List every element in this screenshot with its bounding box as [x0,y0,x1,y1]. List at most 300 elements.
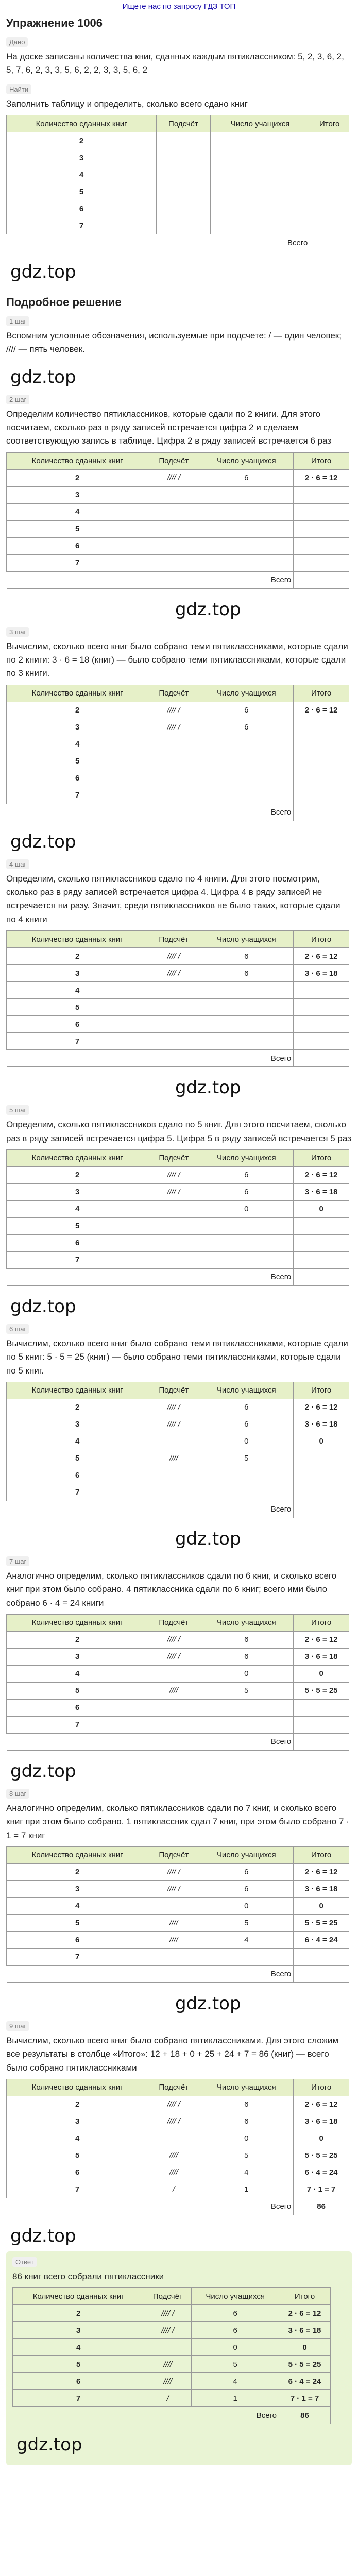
table-cell: 4 [7,1665,148,1682]
table-header: Подсчёт [157,115,211,132]
total-label: Всего [7,571,294,588]
table-row [7,1948,349,1965]
table-cell: 2 · 6 = 12 [294,948,349,965]
tally-table [6,1382,349,1518]
table-row [7,787,349,804]
table-row [13,2322,331,2339]
table-cell: 3 · 6 = 18 [294,1880,349,1897]
total-value [294,1050,349,1067]
table-cell [294,736,349,753]
table-cell [294,1251,349,1268]
watermark: gdz.top [10,1760,76,1782]
total-label: Всего [7,234,310,251]
table-header: Количество сданных книг [13,2288,144,2305]
table-cell [294,1217,349,1234]
table-cell: 3 · 6 = 18 [294,1648,349,1665]
table-row [7,982,349,999]
table-cell: 2 [7,2096,148,2113]
step-text: Вычислим, сколько всего книг было собрано теми пятиклассниками, которые сдали по 5 книг: 5 · 5 = 25 (книг) — было собрано теми пятиклассниками, которые сдали по 5 книг. [6,1338,348,1376]
table-cell: 3 [7,486,148,503]
step-label: 2 шаг [6,395,29,404]
table-cell: 5 [7,183,157,200]
table-row [7,719,349,736]
table-header: Итого [294,1149,349,1166]
table-cell [294,982,349,999]
step-label: 4 шаг [6,859,29,869]
table-cell: 2 [7,1399,148,1416]
table-cell [210,149,310,166]
table-block [0,115,358,251]
table-cell [199,982,294,999]
table-cell: 4 [192,2373,279,2390]
table-cell: 7 [7,787,148,804]
table-cell: //// / [148,702,199,719]
watermark: gdz.top [10,2225,76,2246]
answer-label: Ответ [12,2257,37,2267]
table-header: Число учащихся [199,1149,294,1166]
table-row [7,1665,349,1682]
table-cell: //// / [148,1880,199,1897]
table-cell: 5 · 5 = 25 [279,2356,331,2373]
table-cell [148,999,199,1016]
table-cell: 5 [7,1217,148,1234]
total-value [310,234,349,251]
table-row [7,1234,349,1251]
table-cell: 2 [7,1863,148,1880]
table-header: Количество сданных книг [7,1614,148,1631]
table-cell: 0 [199,1433,294,1450]
table-cell: //// [148,1931,199,1948]
table-cell: 6 [7,1931,148,1948]
table-row [13,2390,331,2407]
table-row [7,753,349,770]
table-cell [210,166,310,183]
table-cell [199,520,294,537]
table-row [7,2130,349,2147]
table-cell [199,554,294,571]
total-value: 86 [294,2198,349,2215]
table-row [7,2164,349,2181]
table-cell [210,217,310,234]
table-row [7,1450,349,1467]
table-cell: 6 [199,1416,294,1433]
table-cell: 1 [199,2181,294,2198]
table-row [7,1416,349,1433]
table-cell [199,999,294,1016]
table-cell [294,1484,349,1501]
table-cell: 5 [192,2356,279,2373]
table-row [7,2113,349,2130]
table-cell [148,503,199,520]
total-value [294,1501,349,1518]
table-cell: 2 · 6 = 12 [294,1631,349,1648]
table-block [0,1614,358,1751]
step-label: 7 шаг [6,1556,29,1566]
table-cell [294,1467,349,1484]
table-row [13,2339,331,2356]
step-text: Определим, сколько пятиклассников сдало по 4 книги. Для этого посмотрим, сколько раз в ряду записей встречается цифра 4. Цифра 4 в ряду записей не встречается ни разу. Значит, среди пятиклассников не было таких, которые сдали по 4 книги [6,873,340,924]
total-label: Всего [7,804,294,821]
table-cell: //// [144,2373,192,2390]
table-cell [148,520,199,537]
table-cell: //// [148,1682,199,1699]
table-row [7,554,349,571]
table-cell: 5 [13,2356,144,2373]
table-cell: 2 [7,702,148,719]
table-cell: 5 [7,999,148,1016]
table-cell: 6 [199,719,294,736]
table-cell [310,200,349,217]
table-cell: 2 [7,469,148,486]
table-cell [310,217,349,234]
table-header: Итого [294,1846,349,1863]
table-header: Подсчёт [148,1846,199,1863]
table-cell: 6 [199,1648,294,1665]
table-cell [310,149,349,166]
table-block [0,685,358,821]
table-cell: 3 [7,965,148,982]
table-cell: 3 [7,1648,148,1665]
total-value [294,804,349,821]
table-header: Число учащихся [199,452,294,469]
table-cell: 4 [7,1897,148,1914]
table-cell: 7 [7,217,157,234]
table-cell: 0 [294,1897,349,1914]
table-row [7,1251,349,1268]
table-cell [148,753,199,770]
table-row [7,1716,349,1733]
table-cell [148,1016,199,1033]
table-cell [199,1467,294,1484]
table-cell: 5 · 5 = 25 [294,1914,349,1931]
table-row [7,1016,349,1033]
table-cell [199,1251,294,1268]
table-cell: 4 [7,736,148,753]
table-cell: 5 [199,1682,294,1699]
table-cell [148,486,199,503]
table-cell: 3 · 6 = 18 [294,2113,349,2130]
table-block [0,930,358,1067]
table-row [7,1033,349,1050]
table-cell [294,1234,349,1251]
tally-table [6,2079,349,2215]
step-text: Определим количество пятиклассников, которые сдали по 2 книги. Для этого посчитаем, сколько раз в ряду записей встречается цифра 2 и сделаем соответствующую запись в таблице. Цифра 2 в ряду записей встречается 6 раз [6,409,332,446]
table-cell [310,132,349,149]
table-cell: //// / [148,1166,199,1183]
table-block [6,2287,352,2424]
table-cell: 3 [7,149,157,166]
table-cell: 6 [199,965,294,982]
table-header: Подсчёт [148,931,199,948]
table-header: Итого [294,685,349,702]
table-cell [294,554,349,571]
step-label: 5 шаг [6,1105,29,1115]
table-cell: 2 [7,1631,148,1648]
watermark: gdz.top [10,366,76,387]
top-link[interactable]: Ищете нас по запросу ГДЗ ТОП [122,2,236,11]
table-header: Подсчёт [148,2079,199,2096]
table-cell: //// [148,2164,199,2181]
table-cell: 2 · 6 = 12 [294,469,349,486]
table-cell [148,554,199,571]
table-cell [199,1234,294,1251]
step-text: Вычислим, сколько всего книг было собрано пятиклассниками. Для этого сложим все результаты в столбце «Итого»: 12 + 18 + 0 + 25 + 24 + 7 = 86 (книг) — всего было собрано пятиклассниками [6,2035,339,2073]
table-cell: //// / [144,2322,192,2339]
table-header: Количество сданных книг [7,1846,148,1863]
table-cell [310,166,349,183]
table-cell: //// [144,2356,192,2373]
watermark: gdz.top [16,2434,82,2455]
table-row [7,149,349,166]
watermark: gdz.top [175,1528,241,1549]
total-label: Всего [7,1268,294,1285]
table-row [7,770,349,787]
table-cell: 6 [199,948,294,965]
tally-table [12,2287,331,2424]
table-cell: 0 [294,2130,349,2147]
table-cell: 7 · 1 = 7 [279,2390,331,2407]
watermark: gdz.top [175,1993,241,2014]
table-row [7,1217,349,1234]
table-cell: //// / [148,2096,199,2113]
table-cell: 0 [294,1665,349,1682]
table-cell [199,1217,294,1234]
step-label: 1 шаг [6,316,29,326]
table-cell [294,1033,349,1050]
table-cell [294,770,349,787]
table-cell [148,1033,199,1050]
table-cell: 7 [7,2181,148,2198]
table-cell [148,1699,199,1716]
table-row [7,1183,349,1200]
table-cell: //// / [148,1631,199,1648]
total-value [294,1268,349,1285]
table-cell: //// / [148,1648,199,1665]
table-row [7,1880,349,1897]
table-cell: //// / [148,1183,199,1200]
table-cell: 2 [7,948,148,965]
step-label: 8 шаг [6,1789,29,1799]
table-row [7,999,349,1016]
table-cell [199,1699,294,1716]
table-cell: //// [148,1914,199,1931]
table-cell: 6 · 4 = 24 [294,1931,349,1948]
table-cell: //// / [148,1863,199,1880]
table-cell: 7 [7,1033,148,1050]
table-cell: 3 · 6 = 18 [294,1416,349,1433]
table-cell: 3 [13,2322,144,2339]
table-header: Подсчёт [148,1149,199,1166]
table-cell [148,1217,199,1234]
table-header: Подсчёт [148,1382,199,1399]
table-cell: 3 [7,1183,148,1200]
table-cell [199,1484,294,1501]
table-cell: 6 [199,1880,294,1897]
table-row [7,183,349,200]
table-cell: 2 · 6 = 12 [294,1863,349,1880]
table-cell [294,486,349,503]
watermark: gdz.top [10,1296,76,1317]
table-cell [148,1200,199,1217]
table-cell: 6 · 4 = 24 [294,2164,349,2181]
watermark: gdz.top [10,831,76,852]
table-row [13,2305,331,2322]
table-row [7,1631,349,1648]
table-cell [199,753,294,770]
table-cell: 4 [13,2339,144,2356]
given-text: На доске записаны количества книг, сданных каждым пятиклассником: 5, 2, 3, 6, 2, 5, 7, 6, 2, 3, 3, 5, 6, 2, 2, 3, 3, 5, 6, 2 [6,52,344,75]
table-cell: 7 [7,1716,148,1733]
table-cell: 6 [7,200,157,217]
table-header: Итого [294,452,349,469]
table-cell: 4 [7,503,148,520]
table-cell: 5 [7,1914,148,1931]
table-cell: 2 [13,2305,144,2322]
table-block [0,1382,358,1518]
table-cell [294,520,349,537]
table-row [7,948,349,965]
table-header: Итого [294,2079,349,2096]
table-header: Количество сданных книг [7,452,148,469]
table-cell: 4 [7,982,148,999]
table-cell: 6 [13,2373,144,2390]
total-value: 86 [279,2407,331,2424]
detailed-heading: Подробное решение [6,296,122,309]
table-cell: //// / [148,1399,199,1416]
step-text: Вспомним условные обозначения, используемые при подсчете: / — один человек; //// — пять человек. [6,331,342,354]
table-header: Число учащихся [199,931,294,948]
table-cell: //// / [148,1416,199,1433]
table-header: Итого [294,1382,349,1399]
table-cell [148,770,199,787]
table-cell: 6 [7,537,148,554]
table-row [13,2356,331,2373]
tally-table [6,1846,349,1983]
step-text: Вычислим, сколько всего книг было собрано теми пятиклассниками, которые сдали по 2 книги: 3 · 6 = 18 (книг) — было собрано теми пятиклассниками, которые сдали по 3 книги. [6,641,348,679]
table-cell: / [144,2390,192,2407]
table-cell: 5 [7,1450,148,1467]
table-cell: 0 [199,1897,294,1914]
table-row [7,702,349,719]
table-header: Итого [294,931,349,948]
table-row [7,132,349,149]
table-row [7,965,349,982]
table-cell [199,486,294,503]
tally-table [6,685,349,821]
table-header: Количество сданных книг [7,685,148,702]
table-row [7,1433,349,1450]
table-cell [148,1433,199,1450]
answer-text: 86 книг всего собрали пятиклассники [12,2271,164,2281]
table-row [7,520,349,537]
table-row [7,1648,349,1665]
table-header: Итого [279,2288,331,2305]
table-cell: 7 [7,554,148,571]
table-cell: 2 · 6 = 12 [294,1399,349,1416]
table-cell [157,200,211,217]
table-cell [199,770,294,787]
table-cell [294,1716,349,1733]
table-row [7,503,349,520]
table-cell: //// / [148,948,199,965]
tally-table [6,1149,349,1286]
table-header: Количество сданных книг [7,2079,148,2096]
table-cell: 5 [199,2147,294,2164]
table-row [7,736,349,753]
exercise-title: Упражнение 1006 [6,16,103,29]
table-cell: 0 [199,1665,294,1682]
table-cell [294,753,349,770]
table-cell: 6 [7,1234,148,1251]
table-cell [148,2130,199,2147]
table-cell: 3 · 6 = 18 [279,2322,331,2339]
table-cell: 6 · 4 = 24 [279,2373,331,2390]
table-block [0,1149,358,1286]
table-cell: 3 · 6 = 18 [294,965,349,982]
table-cell: 0 [279,2339,331,2356]
table-cell: 6 [7,1467,148,1484]
table-row [7,1166,349,1183]
table-cell: 4 [7,2130,148,2147]
table-header: Количество сданных книг [7,115,157,132]
table-row [7,1399,349,1416]
table-cell: 6 [7,1699,148,1716]
table-row [7,2096,349,2113]
table-header: Число учащихся [192,2288,279,2305]
table-header: Количество сданных книг [7,1382,148,1399]
table-cell: //// / [144,2305,192,2322]
table-cell [294,1948,349,1965]
table-cell: 6 [199,1631,294,1648]
table-cell: 6 [192,2305,279,2322]
table-cell: 2 [7,1166,148,1183]
table-cell: 5 [199,1450,294,1467]
given-label: Дано [6,37,28,47]
table-cell [148,1948,199,1965]
table-row [7,486,349,503]
table-cell: //// / [148,469,199,486]
table-cell [148,537,199,554]
table-cell [294,537,349,554]
table-cell [210,200,310,217]
table-cell [157,149,211,166]
table-row [7,1863,349,1880]
tally-table [6,930,349,1067]
table-cell [148,1897,199,1914]
table-cell: 5 [199,1914,294,1931]
table-cell: 6 [199,2113,294,2130]
total-label: Всего [7,1501,294,1518]
steps-container [0,309,358,2246]
table-row [7,1931,349,1948]
step-label: 3 шаг [6,627,29,637]
table-row [7,1682,349,1699]
table-cell: 1 [192,2390,279,2407]
table-cell: //// [148,1450,199,1467]
table-cell: 2 · 6 = 12 [279,2305,331,2322]
table-header: Число учащихся [199,2079,294,2096]
table-cell [148,1251,199,1268]
step-text: Аналогично определим, сколько пятиклассников сдали по 6 книг, и сколько всего книг при этом было собрано. 4 пятиклассника сдали по 6 книг; всего ими было собрано 6 · 4 = 24 книги [6,1570,337,1608]
table-cell [157,132,211,149]
table-header: Число учащихся [199,1382,294,1399]
table-row [7,166,349,183]
table-cell: 4 [7,1200,148,1217]
table-row [7,1699,349,1716]
table-header: Итого [294,1614,349,1631]
table-cell: 2 · 6 = 12 [294,1166,349,1183]
find-text: Заполнить таблицу и определить, сколько всего сдано книг [6,98,248,109]
